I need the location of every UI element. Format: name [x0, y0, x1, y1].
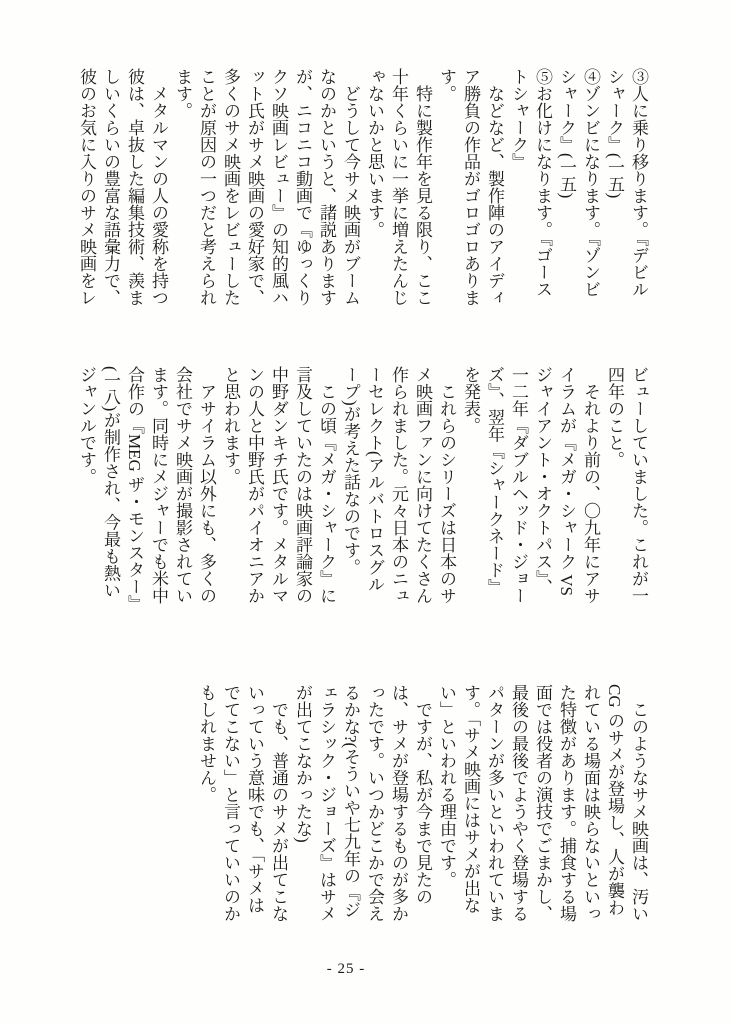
paragraph: ④ゾンビになります。『ゾンビシャーク』(一五) — [557, 68, 600, 298]
paragraph: などなど、製作陣のアイディア勝負の作品がゴロゴロあります。 — [437, 68, 504, 306]
paragraph: アサイラム以外にも、多くの会社でサメ映画が撮影されています。同時にメジャーでも米中合作の『MEG ザ・モンスター』(一八)が制作され、今最も熱いジャンルです。 — [77, 366, 216, 604]
text-tier-top — [74, 68, 650, 310]
paragraph: このようなサメ映画は、汚いCG のサメが登場し、人が襲われている場面は映らないといった特徴があります。捕食する場面では役者の演技でごまかし、最後の最後でようやく登場するパターンが多いといわれています。「サメ映画にはサメが出ない」といわれる理由です。 — [437, 684, 648, 922]
paragraph: ⑤お化けになります。『ゴーストシャーク』 — [509, 68, 552, 298]
paragraph: ③人に乗り移ります。『デビルシャーク』(一五) — [605, 68, 648, 298]
page-number: - 25 - — [326, 961, 366, 977]
paragraph: でも、普通のサメが出てこないっていう意味でも、「サメはでてこない」と言っていいのかもしれません。 — [197, 684, 288, 922]
paragraph: 特に製作年を見る限り、ここ十年くらいに一挙に増えたんじゃないかと思います。 — [365, 68, 432, 306]
paragraph: ですが、私が今まで見たのは、サメが登場するものが多かったです。いつかどこかで会えるかな?(そういや七九年の『ジェラシック・ジョーズ』はサメが出てこなかったな) — [293, 684, 432, 922]
paragraph: ビューしていました。これが一四年のこと。 — [605, 366, 648, 604]
paragraph: どうして今サメ映画がブームなのかというと、諸説ありますが、ニコニコ動画で『ゆっくりクソ映画レビュー』の知的風ハット氏がサメ映画の愛好家で、多くのサメ映画をレビューしたことが原因の一つだと考えられます。 — [173, 68, 360, 306]
paragraph: それより前の、〇九年にアサイラムが『メガ・シャーク VS ジャイアント・オクトパス』、一二年『ダブルヘッド・ジョーズ』、翌年『シャークネード』を発表。 — [461, 366, 600, 604]
paragraph: この頃『メガ・シャーク』に言及していたのは映画評論家の中野ダンキチ氏です。メタルマンの人と中野氏がパイオニアかと思われます。 — [221, 366, 336, 604]
paragraph: これらのシリーズは日本のサメ映画ファンに向けてたくさん作られました。元々日本のニューセレクト(アルバトロスグループ)が考えた話なのです。 — [341, 366, 456, 604]
text-tier-middle — [74, 366, 650, 608]
text-tier-bottom — [194, 684, 650, 926]
paragraph: メタルマンの人の愛称を持つ彼は、卓抜した編集技術、羨ましいくらいの豊富な語彙力で、彼のお気に入りのサメ映画をレ — [77, 68, 168, 306]
